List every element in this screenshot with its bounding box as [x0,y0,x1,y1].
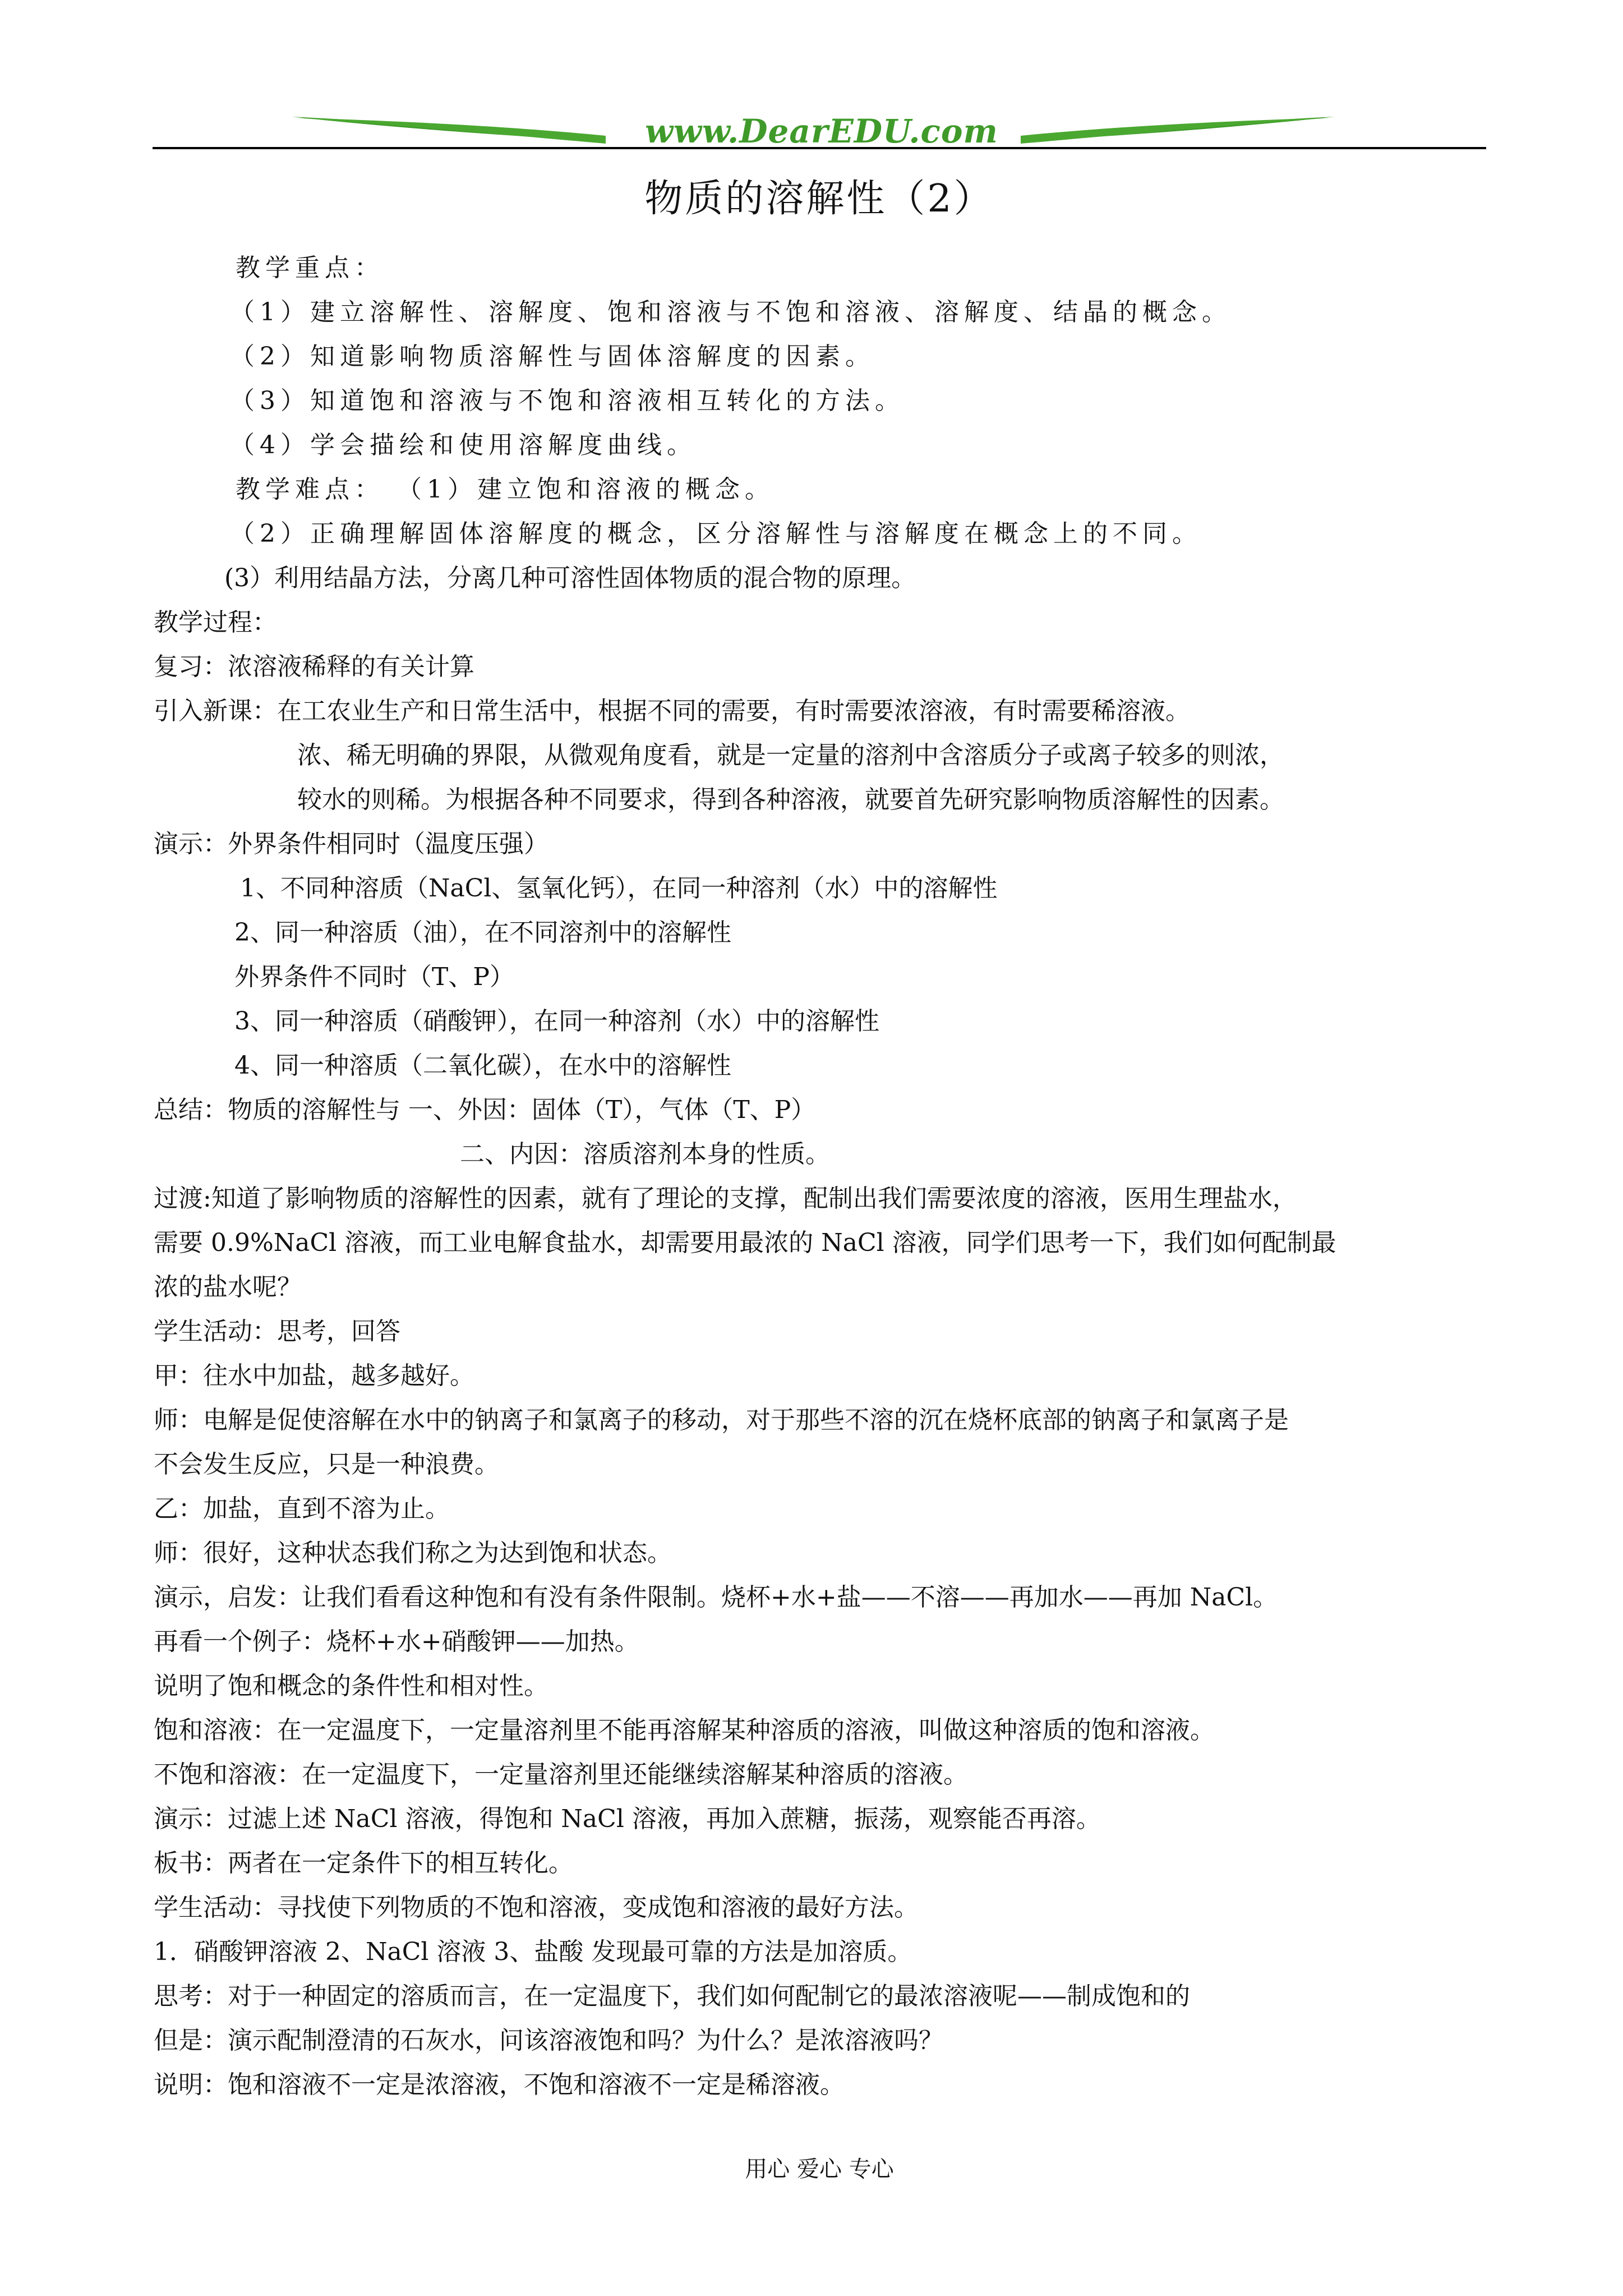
text-line: 二、内因：溶质溶剂本身的性质。 [460,1140,830,1168]
text-line: 不饱和溶液：在一定温度下，一定量溶剂里还能继续溶解某种溶质的溶液。 [154,1760,968,1789]
text-line: （3）知道饱和溶液与不饱和溶液相互转化的方法。 [230,386,905,415]
text-line: 教学重点： [236,254,384,282]
text-line: 外界条件不同时（T、P） [234,963,514,991]
text-line: 说明：饱和溶液不一定是浓溶液，不饱和溶液不一定是稀溶液。 [154,2070,845,2099]
text-line: 思考：对于一种固定的溶质而言，在一定温度下，我们如何配制它的最浓溶液呢——制成饱和的 [154,1982,1190,2010]
text-line: 需要 0.9%NaCl 溶液，而工业电解食盐水，却需要用最浓的 NaCl 溶液，同学们思考一下，我们如何配制最 [154,1228,1336,1257]
text-line: （1）建立溶解性、溶解度、饱和溶液与不饱和溶液、溶解度、结晶的概念。 [230,298,1232,326]
text-line: 教学过程： [154,608,277,637]
text-line: 学生活动：思考，回答 [154,1317,400,1346]
text-line: 4、同一种溶质（二氧化碳），在水中的溶解性 [234,1051,731,1080]
text-line: 浓的盐水呢？ [154,1273,302,1301]
text-line: 再看一个例子：烧杯+水+硝酸钾——加热。 [154,1627,639,1656]
text-line: 2、同一种溶质（油），在不同溶剂中的溶解性 [234,918,731,947]
text-line: 板书：两者在一定条件下的相互转化。 [154,1849,573,1878]
header-rule [153,147,1486,149]
text-line: （2）正确理解固体溶解度的概念，区分溶解性与溶解度在概念上的不同。 [230,519,1202,548]
document-title: 物质的溶解性（2） [644,177,994,221]
text-line: 说明了饱和概念的条件性和相对性。 [154,1672,548,1700]
text-line: 不会发生反应，只是一种浪费。 [154,1450,499,1479]
logo-text: www.DearEDU.com [645,112,998,150]
text-line: （4）学会描绘和使用溶解度曲线。 [230,431,697,459]
text-line: 甲：往水中加盐，越多越好。 [154,1361,474,1390]
text-line: 演示，启发：让我们看看这种饱和有没有条件限制。烧杯+水+盐——不溶——再加水——再加 NaCl。 [154,1583,1278,1612]
text-line: 学生活动：寻找使下列物质的不饱和溶液，变成饱和溶液的最好方法。 [154,1893,919,1922]
text-line: 乙：加盐，直到不溶为止。 [154,1494,450,1523]
text-line: 总结：物质的溶解性与 一、外因：固体（T），气体（T、P） [154,1096,816,1124]
text-line: 过渡:知道了影响物质的溶解性的因素，就有了理论的支撑，配制出我们需要浓度的溶液，医用生理盐水， [154,1184,1297,1213]
text-line: 引入新课：在工农业生产和日常生活中，根据不同的需要，有时需要浓溶液，有时需要稀溶液。 [154,697,1190,725]
text-line: 演示：外界条件相同时（温度压强） [154,830,548,858]
text-line: 但是：演示配制澄清的石灰水，问该溶液饱和吗？为什么？是浓溶液吗？ [154,2026,943,2055]
text-line: 较水的则稀。为根据各种不同要求，得到各种溶液，就要首先研究影响物质溶解性的因素。 [297,785,1284,814]
text-line: 师：电解是促使溶解在水中的钠离子和氯离子的移动，对于那些不溶的沉在烧杯底部的钠离子和氯离子是 [154,1406,1289,1434]
text-line: 1．硝酸钾溶液 2、NaCl 溶液 3、盐酸 发现最可靠的方法是加溶质。 [154,1938,912,1966]
text-line: 师：很好，这种状态我们称之为达到饱和状态。 [154,1539,672,1567]
text-line: 浓、稀无明确的界限，从微观角度看，就是一定量的溶剂中含溶质分子或离子较多的则浓， [297,741,1284,770]
text-line: 3、同一种溶质（硝酸钾），在同一种溶剂（水）中的溶解性 [234,1007,879,1036]
text-line: 1、不同种溶质（NaCl、氢氧化钙），在同一种溶剂（水）中的溶解性 [240,874,998,903]
text-line: 饱和溶液：在一定温度下，一定量溶剂里不能再溶解某种溶质的溶液，叫做这种溶质的饱和溶液。 [154,1716,1215,1745]
text-line: （2）知道影响物质溶解性与固体溶解度的因素。 [230,342,875,371]
text-line: 复习：浓溶液稀释的有关计算 [154,652,474,681]
text-line: (3）利用结晶方法，分离几种可溶性固体物质的混合物的原理。 [224,564,916,592]
page-footer: 用心 爱心 专心 [745,2156,894,2182]
text-line: 演示：过滤上述 NaCl 溶液，得饱和 NaCl 溶液，再加入蔗糖，振荡，观察能否再溶。 [154,1805,1101,1833]
site-logo [292,107,1335,157]
text-line: 教学难点： （1）建立饱和溶液的概念。 [236,475,774,504]
